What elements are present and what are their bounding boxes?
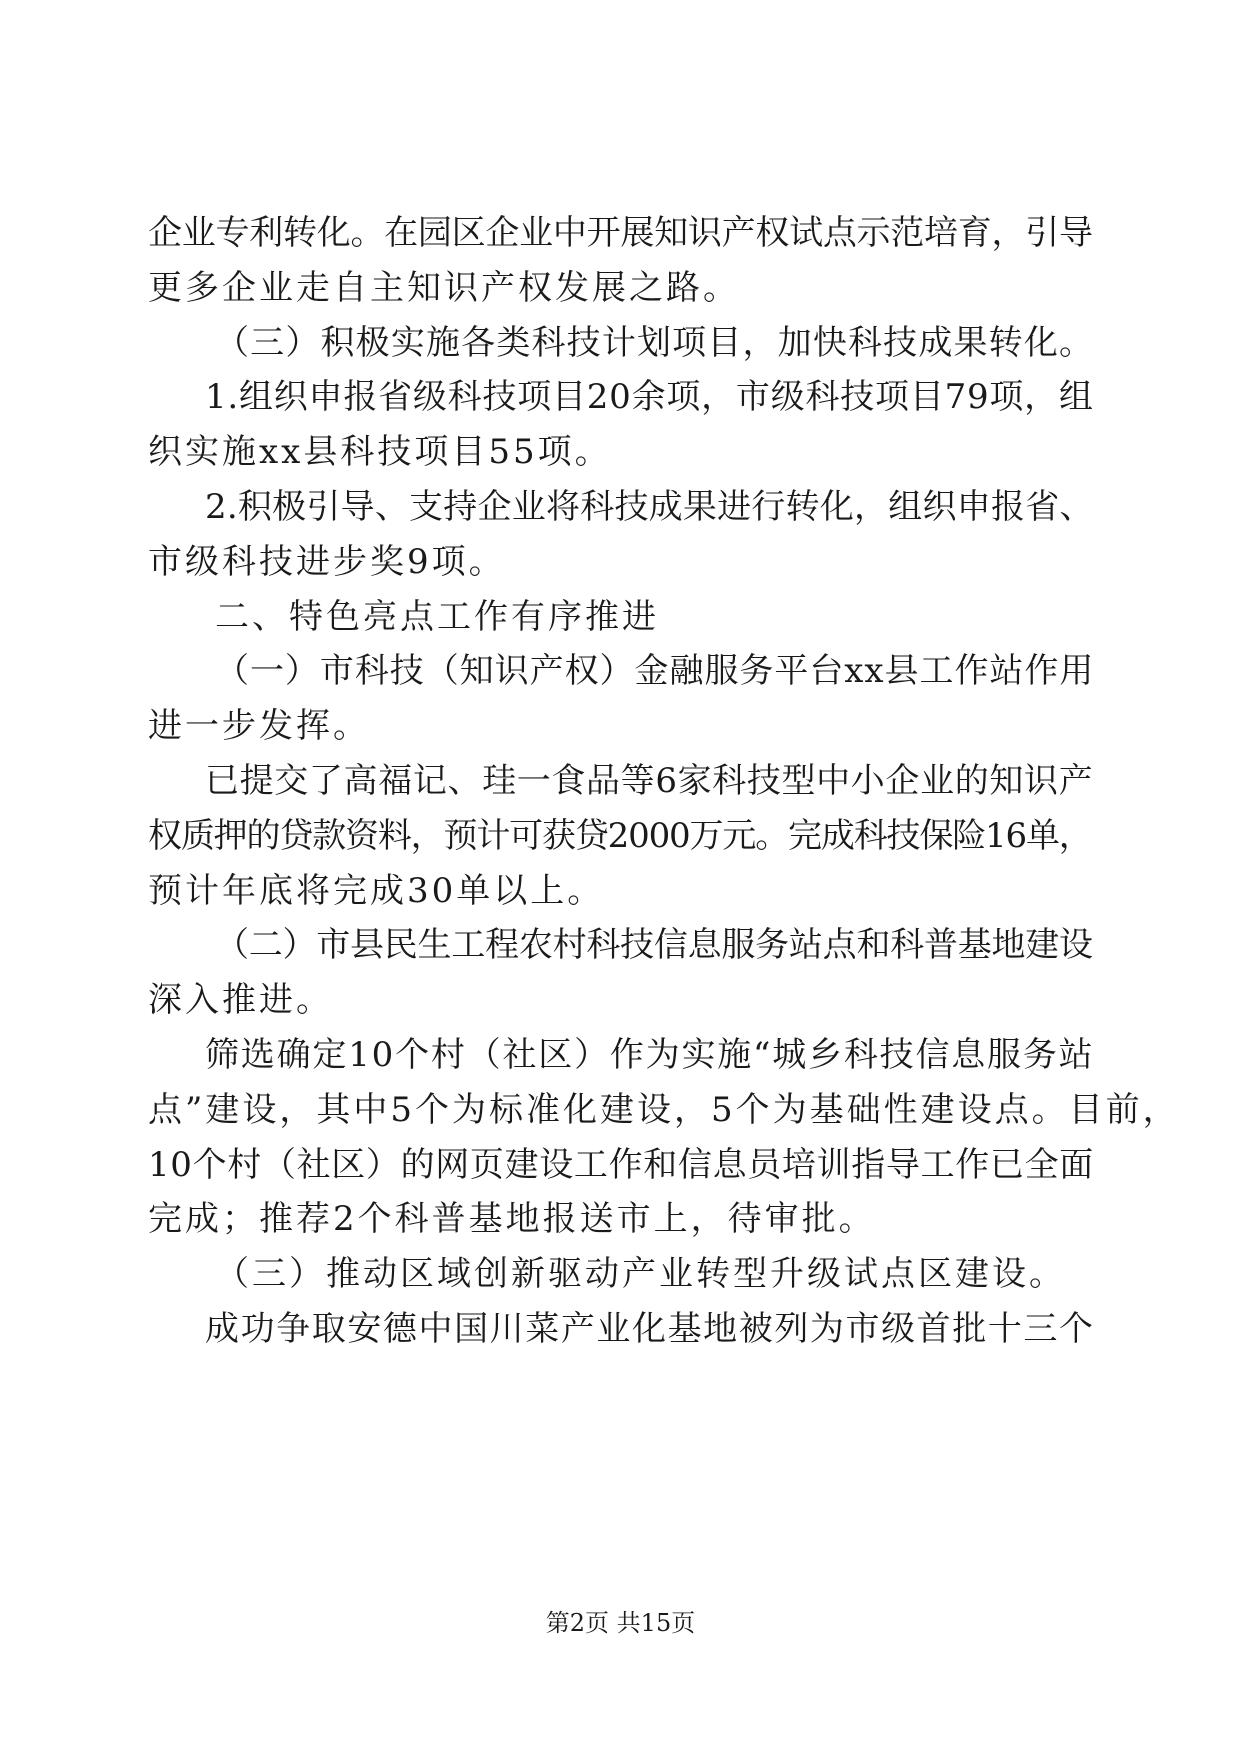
section-heading: （一）市科技（知识产权）金融服务平台xx县工作站作用	[215, 651, 1095, 691]
page-number-footer: 第2页 共15页	[545, 1609, 696, 1637]
text-line: 企业专利转化。在园区企业中开展知识产权试点示范培育，引导	[148, 213, 1093, 253]
section-heading: （三）积极实施各类科技计划项目，加快科技成果转化。	[215, 323, 1095, 363]
text-line: 已提交了高福记、珪一食品等6家科技型中小企业的知识产	[205, 761, 1094, 801]
text-line: 更多企业走自主知识产权发展之路。	[148, 268, 740, 308]
text-line: 筛选确定10个村（社区）作为实施“城乡科技信息服务站	[205, 1035, 1095, 1075]
text-line: 完成；推荐2个科普基地报送市上，待审批。	[148, 1199, 876, 1239]
text-line: 成功争取安德中国川菜产业化基地被列为市级首批十三个	[205, 1309, 1095, 1349]
text-line: 深入推进。	[148, 980, 333, 1020]
section-heading: 二、特色亮点工作有序推进	[215, 597, 659, 637]
text-line: 市级科技进步奖9项。	[148, 542, 506, 582]
text-line: 10个村（社区）的网页建设工作和信息员培训指导工作已全面	[148, 1145, 1094, 1185]
text-line: 进一步发挥。	[148, 706, 370, 746]
text-line: 预计年底将完成30单以上。	[148, 871, 605, 911]
text-line: 点”建设，其中5个为标准化建设，5个为基础性建设点。目前，	[148, 1090, 1180, 1130]
text-line: 权质押的贷款资料，预计可获贷2000万元。完成科技保险16单，	[148, 816, 1092, 856]
text-line: 织实施xx县科技项目55项。	[148, 432, 612, 472]
section-heading: （三）推动区域创新驱动产业转型升级试点区建设。	[215, 1254, 1066, 1294]
section-heading: （二）市县民生工程农村科技信息服务站点和科普基地建设	[215, 925, 1093, 965]
text-line: 2.积极引导、支持企业将科技成果进行转化，组织申报省、	[205, 487, 1094, 527]
text-line: 1.组织申报省级科技项目20余项，市级科技项目79项，组	[205, 377, 1094, 417]
